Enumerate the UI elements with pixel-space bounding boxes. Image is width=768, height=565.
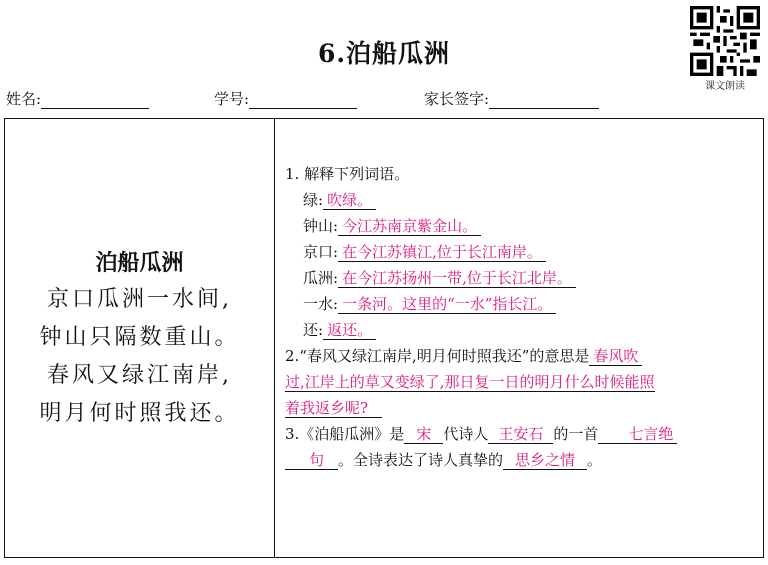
- page-title: 6.泊船瓜洲: [317, 39, 451, 68]
- id-label: 学号:: [214, 90, 250, 108]
- q2-answer[interactable]: 着我返乡呢?: [285, 399, 382, 418]
- name-field[interactable]: [6, 88, 149, 109]
- column-divider: [274, 119, 275, 557]
- id-field[interactable]: [214, 88, 357, 109]
- q1-answer[interactable]: 今江苏南京紫金山。: [338, 217, 481, 236]
- q1-answer[interactable]: 在今江苏镇江,位于长江南岸。: [338, 243, 546, 262]
- name-label: 姓名:: [6, 90, 42, 108]
- q1-item: [285, 317, 760, 343]
- q1-term: 京口:: [303, 243, 339, 261]
- q1-item: [285, 239, 760, 265]
- q2-answer[interactable]: 春风吹: [589, 347, 642, 366]
- q3-text: 。全诗表达了诗人真挚的: [338, 451, 504, 469]
- q1-term: 还:: [303, 321, 324, 339]
- q3-answer-poet[interactable]: 王安石: [488, 425, 553, 444]
- q1-answer[interactable]: 一条河。这里的“一水”指长江。: [338, 295, 556, 314]
- q2-line: [285, 343, 760, 369]
- q3-text: 3.《泊船瓜洲》是: [285, 425, 405, 443]
- q3-line: [285, 421, 760, 447]
- id-blank[interactable]: [249, 94, 357, 109]
- questions-panel: [285, 161, 760, 473]
- worksheet-box: [4, 118, 764, 558]
- q3-answer-form-end[interactable]: 句: [285, 451, 338, 470]
- q1-term: 瓜洲:: [303, 269, 339, 287]
- q1-item: [285, 213, 760, 239]
- parent-sign-blank[interactable]: [489, 94, 599, 109]
- q3-answer-feeling[interactable]: 思乡之情: [503, 451, 587, 470]
- q3-text: 。: [587, 451, 603, 469]
- q1-term: 绿:: [303, 191, 324, 209]
- q1-term: 一水:: [303, 295, 339, 313]
- q1-heading: 1. 解释下列词语。: [285, 165, 410, 183]
- q3-answer-dynasty[interactable]: 宋: [404, 425, 443, 444]
- q1-item: [285, 187, 760, 213]
- q1-item: [285, 265, 760, 291]
- qr-label: 课文朗读: [705, 81, 745, 92]
- poem-line: 春风又绿江南岸,: [47, 363, 232, 388]
- q1-answer[interactable]: 在今江苏扬州一带,位于长江北岸。: [338, 269, 576, 288]
- q2-prefix: 2.“春风又绿江南岸,明月何时照我还”的意思是: [285, 347, 590, 365]
- q3-text: 的一首: [553, 425, 599, 443]
- poem-line: 钟山只隔数重山。: [39, 325, 240, 350]
- q3-answer-form[interactable]: 七言绝: [598, 425, 677, 444]
- qr-code-block[interactable]: [686, 6, 764, 92]
- name-blank[interactable]: [41, 94, 149, 109]
- parent-sign-label: 家长签字:: [424, 90, 490, 108]
- q1-answer[interactable]: 吹绿。: [323, 191, 376, 210]
- q1-answer[interactable]: 返还。: [323, 321, 376, 340]
- poem-panel: [5, 246, 274, 433]
- poem-line: 京口瓜洲一水间,: [47, 287, 232, 312]
- q1-item: [285, 291, 760, 317]
- q1-term: 钟山:: [303, 217, 339, 235]
- poem-line: 明月何时照我还。: [39, 401, 240, 426]
- q3-text: 代诗人: [443, 425, 489, 443]
- q3-line: [285, 447, 760, 473]
- qr-code-icon[interactable]: [690, 6, 760, 76]
- q2-line: [285, 369, 760, 395]
- q2-answer[interactable]: 过,江岸上的草又变绿了,那日复一日的明月什么时候能照: [285, 373, 655, 391]
- parent-sign-field[interactable]: [424, 88, 599, 109]
- poem-title: 泊船瓜洲: [95, 251, 184, 276]
- q2-line: [285, 395, 760, 421]
